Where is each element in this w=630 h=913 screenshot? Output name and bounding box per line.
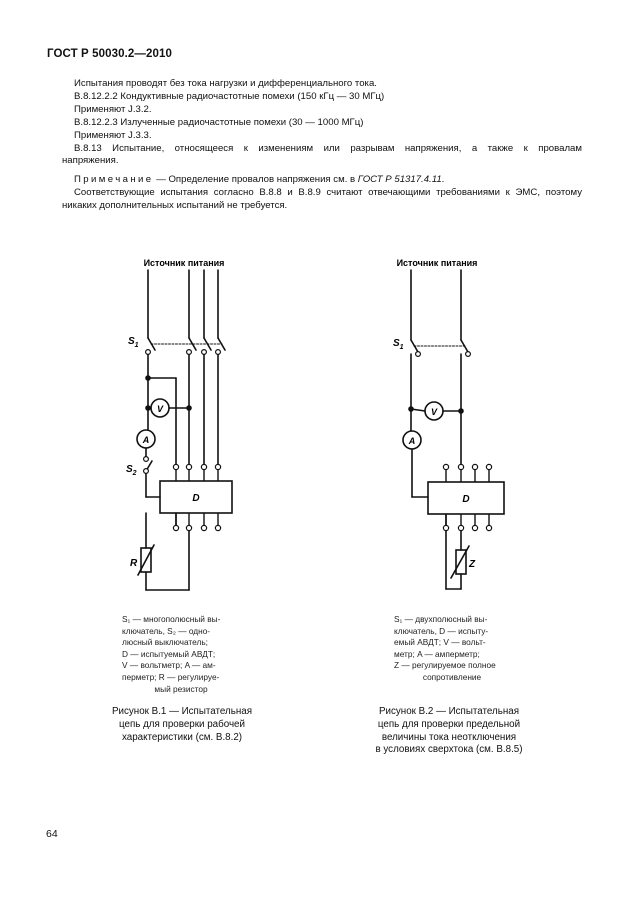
fig2-legend-line: метр; A — амперметр; bbox=[394, 648, 480, 659]
fig2-caption-line: величины тока неотключения bbox=[381, 731, 517, 743]
figure2-circuit bbox=[403, 270, 504, 589]
figure1-caption bbox=[104, 706, 260, 744]
fig1-device-label: D bbox=[192, 493, 200, 504]
fig1-caption-line: цепь для проверки рабочей bbox=[119, 718, 245, 730]
fig2-voltmeter-label: V bbox=[430, 407, 438, 417]
fig2-legend-line: ключатель, D — испыту- bbox=[394, 625, 489, 636]
fig1-legend-line: ключатель, S₂ — одно- bbox=[122, 625, 211, 636]
fig2-caption-line: цепь для проверки предельной bbox=[377, 718, 521, 730]
fig1-legend-line: V — вольтметр; A — ам- bbox=[122, 660, 216, 671]
figure2-legend bbox=[394, 614, 510, 684]
fig1-s1-label: $S_1$ bbox=[128, 336, 139, 349]
clause-b8-12-2-3: В.8.12.2.3 Излученные радиочастотные помехи (30 — 1000 МГц) bbox=[74, 116, 364, 128]
fig1-legend-line: перметр; R — регулируе- bbox=[122, 671, 220, 682]
fig2-ammeter-label: A bbox=[408, 436, 416, 446]
figure1-circuit bbox=[137, 270, 232, 590]
note-text: — Определение провалов напряжения см. в bbox=[153, 174, 358, 186]
fig2-caption-line: в условиях сверхтока (см. В.8.5) bbox=[375, 744, 523, 756]
fig1-legend-line: D — испытуемый АВДТ; bbox=[122, 648, 216, 659]
fig2-device-label: D bbox=[462, 494, 470, 505]
fig2-source-label: Источник питания bbox=[396, 258, 478, 268]
document-header: ГОСТ Р 50030.2—2010 bbox=[47, 48, 172, 60]
apply-j33: Применяют J.3.3. bbox=[74, 129, 152, 141]
clause-b8-12-2-2: В.8.12.2.2 Кондуктивные радиочастотные помехи (150 кГц — 30 МГц) bbox=[74, 90, 385, 102]
apply-j32: Применяют J.3.2. bbox=[74, 103, 152, 115]
fig2-caption-line: Рисунок В.2 — Испытательная bbox=[379, 706, 519, 717]
fig1-source-label: Источник питания bbox=[143, 258, 225, 268]
page-number: 64 bbox=[46, 828, 58, 840]
fig1-voltmeter-label: V bbox=[156, 404, 164, 414]
note-label: Примечание bbox=[74, 174, 154, 186]
emc-paragraph-line1: Соответствующие испытания согласно В.8.8 и В.8.9 считают отвечающими требованиями к ЭМС, поэтому bbox=[74, 187, 582, 199]
fig2-s1-label: $S_1$ bbox=[393, 338, 404, 351]
clause-b8-13-line2: напряжения. bbox=[62, 155, 119, 167]
fig2-legend-line: сопротивление bbox=[422, 671, 482, 682]
fig2-legend-line: Z — регулируемое полное bbox=[394, 660, 496, 671]
fig1-caption-line: характеристики (см. В.8.2) bbox=[121, 731, 243, 743]
fig2-impedance-label: Z bbox=[469, 559, 476, 570]
note-reference: ГОСТ Р 51317.4.11 bbox=[357, 174, 442, 186]
fig1-legend-line: S₁ — многополюсный вы- bbox=[122, 614, 221, 624]
fig1-legend-line: люсный выключатель; bbox=[122, 637, 208, 648]
figure2-caption bbox=[366, 706, 532, 757]
fig2-legend-line: S₁ — двухполюсный вы- bbox=[394, 614, 488, 624]
paragraph-test-conditions: Испытания проводят без тока нагрузки и дифференциального тока. bbox=[74, 78, 377, 89]
figure1-legend bbox=[122, 614, 240, 695]
emc-paragraph-line2: никаких дополнительных испытаний не требуется. bbox=[62, 200, 288, 212]
fig1-ammeter-label: A bbox=[142, 435, 150, 445]
fig1-caption-line: Рисунок В.1 — Испытательная bbox=[112, 706, 252, 717]
clause-b8-13-line1: В.8.13 Испытание, относящееся к изменениям или разрывам напряжения, а также к провалам bbox=[74, 142, 582, 154]
fig1-s2-label: $S_2$ bbox=[126, 464, 137, 477]
fig1-resistor-label: R bbox=[130, 558, 138, 569]
fig1-legend-line: мый резистор bbox=[154, 683, 208, 694]
note-end: . bbox=[441, 174, 445, 186]
fig2-legend-line: емый АВДТ; V — вольт- bbox=[394, 637, 486, 648]
